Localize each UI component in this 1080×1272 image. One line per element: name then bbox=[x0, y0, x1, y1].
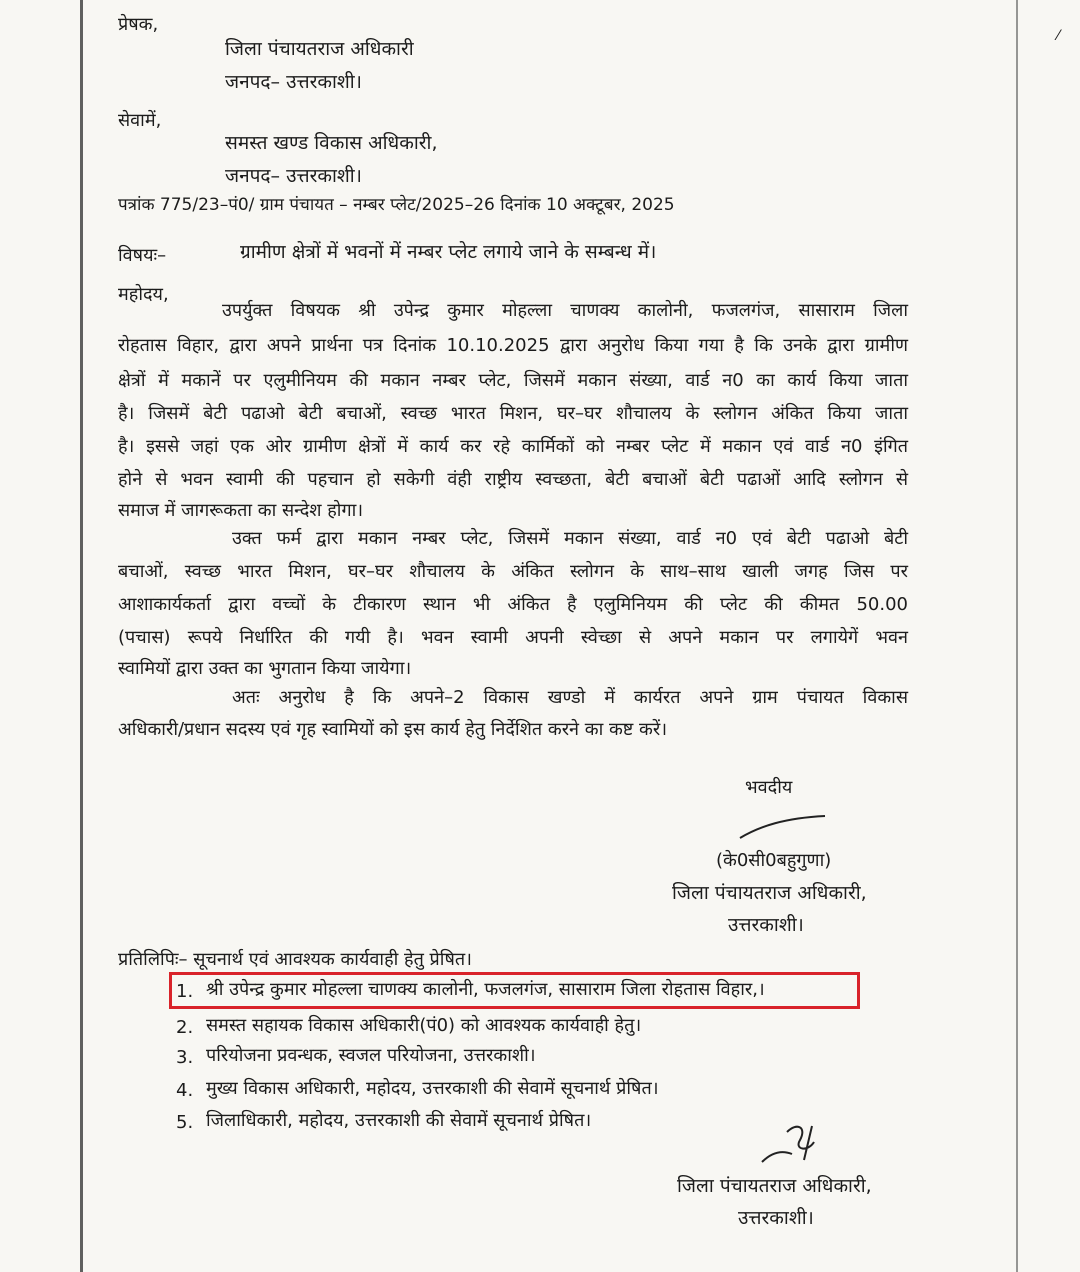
copy-item-number: 3. bbox=[176, 1047, 194, 1068]
recipient-label: सेवामें, bbox=[118, 110, 162, 131]
sender-name: जिला पंचायतराज अधिकारी bbox=[225, 38, 414, 60]
para1-line: उपर्युक्त विषयक श्री उपेन्द्र कुमार मोहल्ला चाणक्य कालोनी, फजलगंज, सासाराम जिला bbox=[222, 300, 908, 321]
para1-line: है। जिसमें बेटी पढाओ बेटी बचाओं, स्वच्छ भारत मिशन, घर–घर शौचालय के स्लोगन अंकित किया जाता bbox=[118, 403, 908, 424]
para2-line: (पचास) रूपये निर्धारित की गयी है। भवन स्वामी अपनी स्वेच्छा से अपने मकान पर लगायेगें भवन bbox=[118, 627, 908, 648]
corner-mark: ⁄ bbox=[1057, 28, 1060, 44]
copy-item-number: 4. bbox=[176, 1080, 194, 1101]
copy-item-number: 1. bbox=[176, 981, 194, 1002]
signatory-place: उत्तरकाशी। bbox=[728, 914, 804, 936]
para2-line: स्वामियों द्वारा उक्त का भुगतान किया जायेगा। bbox=[118, 658, 412, 679]
closing: भवदीय bbox=[745, 777, 793, 798]
recipient-district: जनपद– उत्तरकाशी। bbox=[225, 165, 362, 187]
salutation: महोदय, bbox=[118, 284, 169, 305]
sender-district: जनपद– उत्तरकाशी। bbox=[225, 71, 362, 93]
para1-line: रोहतास विहार, द्वारा अपने प्रार्थना पत्र दिनांक 10.10.2025 द्वारा अनुरोध किया गया है कि उनके द्वारा ग्रामीण bbox=[118, 335, 908, 356]
footer-place: उत्तरकाशी। bbox=[738, 1207, 814, 1229]
copy-item-text: मुख्य विकास अधिकारी, महोदय, उत्तरकाशी की सेवामें सूचनार्थ प्रेषित। bbox=[206, 1078, 659, 1099]
subject-text: ग्रामीण क्षेत्रों में भवनों में नम्बर प्लेट लगाये जाने के सम्बन्ध में। bbox=[240, 241, 657, 263]
copy-item-text: समस्त सहायक विकास अधिकारी(पं0) को आवश्यक कार्यवाही हेतु। bbox=[206, 1015, 642, 1036]
copy-item-number: 2. bbox=[176, 1017, 194, 1038]
footer-title: जिला पंचायतराज अधिकारी, bbox=[677, 1175, 872, 1197]
subject-label: विषयः– bbox=[118, 245, 167, 266]
sender-label: प्रेषक, bbox=[118, 14, 159, 35]
recipient-name: समस्त खण्ड विकास अधिकारी, bbox=[225, 132, 438, 154]
copy-item-text: श्री उपेन्द्र कुमार मोहल्ला चाणक्य कालोनी, फजलगंज, सासाराम जिला रोहतास विहार,। bbox=[206, 979, 765, 1000]
copy-item-text: जिलाधिकारी, महोदय, उत्तरकाशी की सेवामें सूचनार्थ प्रेषित। bbox=[206, 1110, 592, 1131]
signature-2 bbox=[752, 1112, 832, 1172]
signatory-name: (के0सी0बहुगुणा) bbox=[716, 850, 832, 871]
para1-line: है। इससे जहां एक ओर ग्रामीण क्षेत्रों में कार्य कर रहे कार्मिकों को नम्बर प्लेट में मकान एवं वार्ड न0 इंगित bbox=[118, 436, 908, 457]
para3-line: अधिकारी/प्रधान सदस्य एवं गृह स्वामियों को इस कार्य हेतु निर्देशित करने का कष्ट करें। bbox=[118, 719, 668, 740]
para1-line: क्षेत्रों में मकानें पर एलुमीनियम की मकान नम्बर प्लेट, जिसमें मकान संख्या, वार्ड न0 का कार्य किया जाता bbox=[118, 370, 908, 391]
para1-line: होने से भवन स्वामी की पहचान हो सकेगी वंही राष्ट्रीय स्वच्छता, बेटी बचाओं बेटी पढाओं आदि स्लोगन से bbox=[118, 469, 908, 490]
copy-item-text: परियोजना प्रवन्धक, स्वजल परियोजना, उत्तरकाशी। bbox=[206, 1045, 536, 1066]
para1-line: समाज में जागरूकता का सन्देश होगा। bbox=[118, 500, 364, 521]
para2-line: आशाकार्यकर्ता द्वारा वच्चों के टीकारण स्थान भी अंकित है एलुमिनियम की प्लेट की कीमत 50.00 bbox=[118, 594, 908, 615]
letter-reference: पत्रांक 775/23–पं0/ ग्राम पंचायत – नम्बर प्लेट/2025–26 दिनांक 10 अक्टूबर, 2025 bbox=[118, 195, 675, 215]
signature-1 bbox=[735, 808, 835, 848]
para3-line: अतः अनुरोध है कि अपने–2 विकास खण्डो में कार्यरत अपने ग्राम पंचायत विकास bbox=[232, 687, 908, 708]
copy-label: प्रतिलिपिः– सूचनार्थ एवं आवश्यक कार्यवाही हेतु प्रेषित। bbox=[118, 949, 472, 970]
page-edge-left bbox=[80, 0, 83, 1272]
page-edge-right bbox=[1016, 0, 1018, 1272]
para2-line: उक्त फर्म द्वारा मकान नम्बर प्लेट, जिसमें मकान संख्या, वार्ड न0 एवं बेटी पढाओ बेटी bbox=[232, 528, 908, 549]
signatory-title: जिला पंचायतराज अधिकारी, bbox=[672, 882, 867, 904]
copy-item-number: 5. bbox=[176, 1112, 194, 1133]
para2-line: बचाओं, स्वच्छ भारत मिशन, घर–घर शौचालय के अंकित स्लोगन के साथ–साथ खाली जगह जिस पर bbox=[118, 561, 908, 582]
